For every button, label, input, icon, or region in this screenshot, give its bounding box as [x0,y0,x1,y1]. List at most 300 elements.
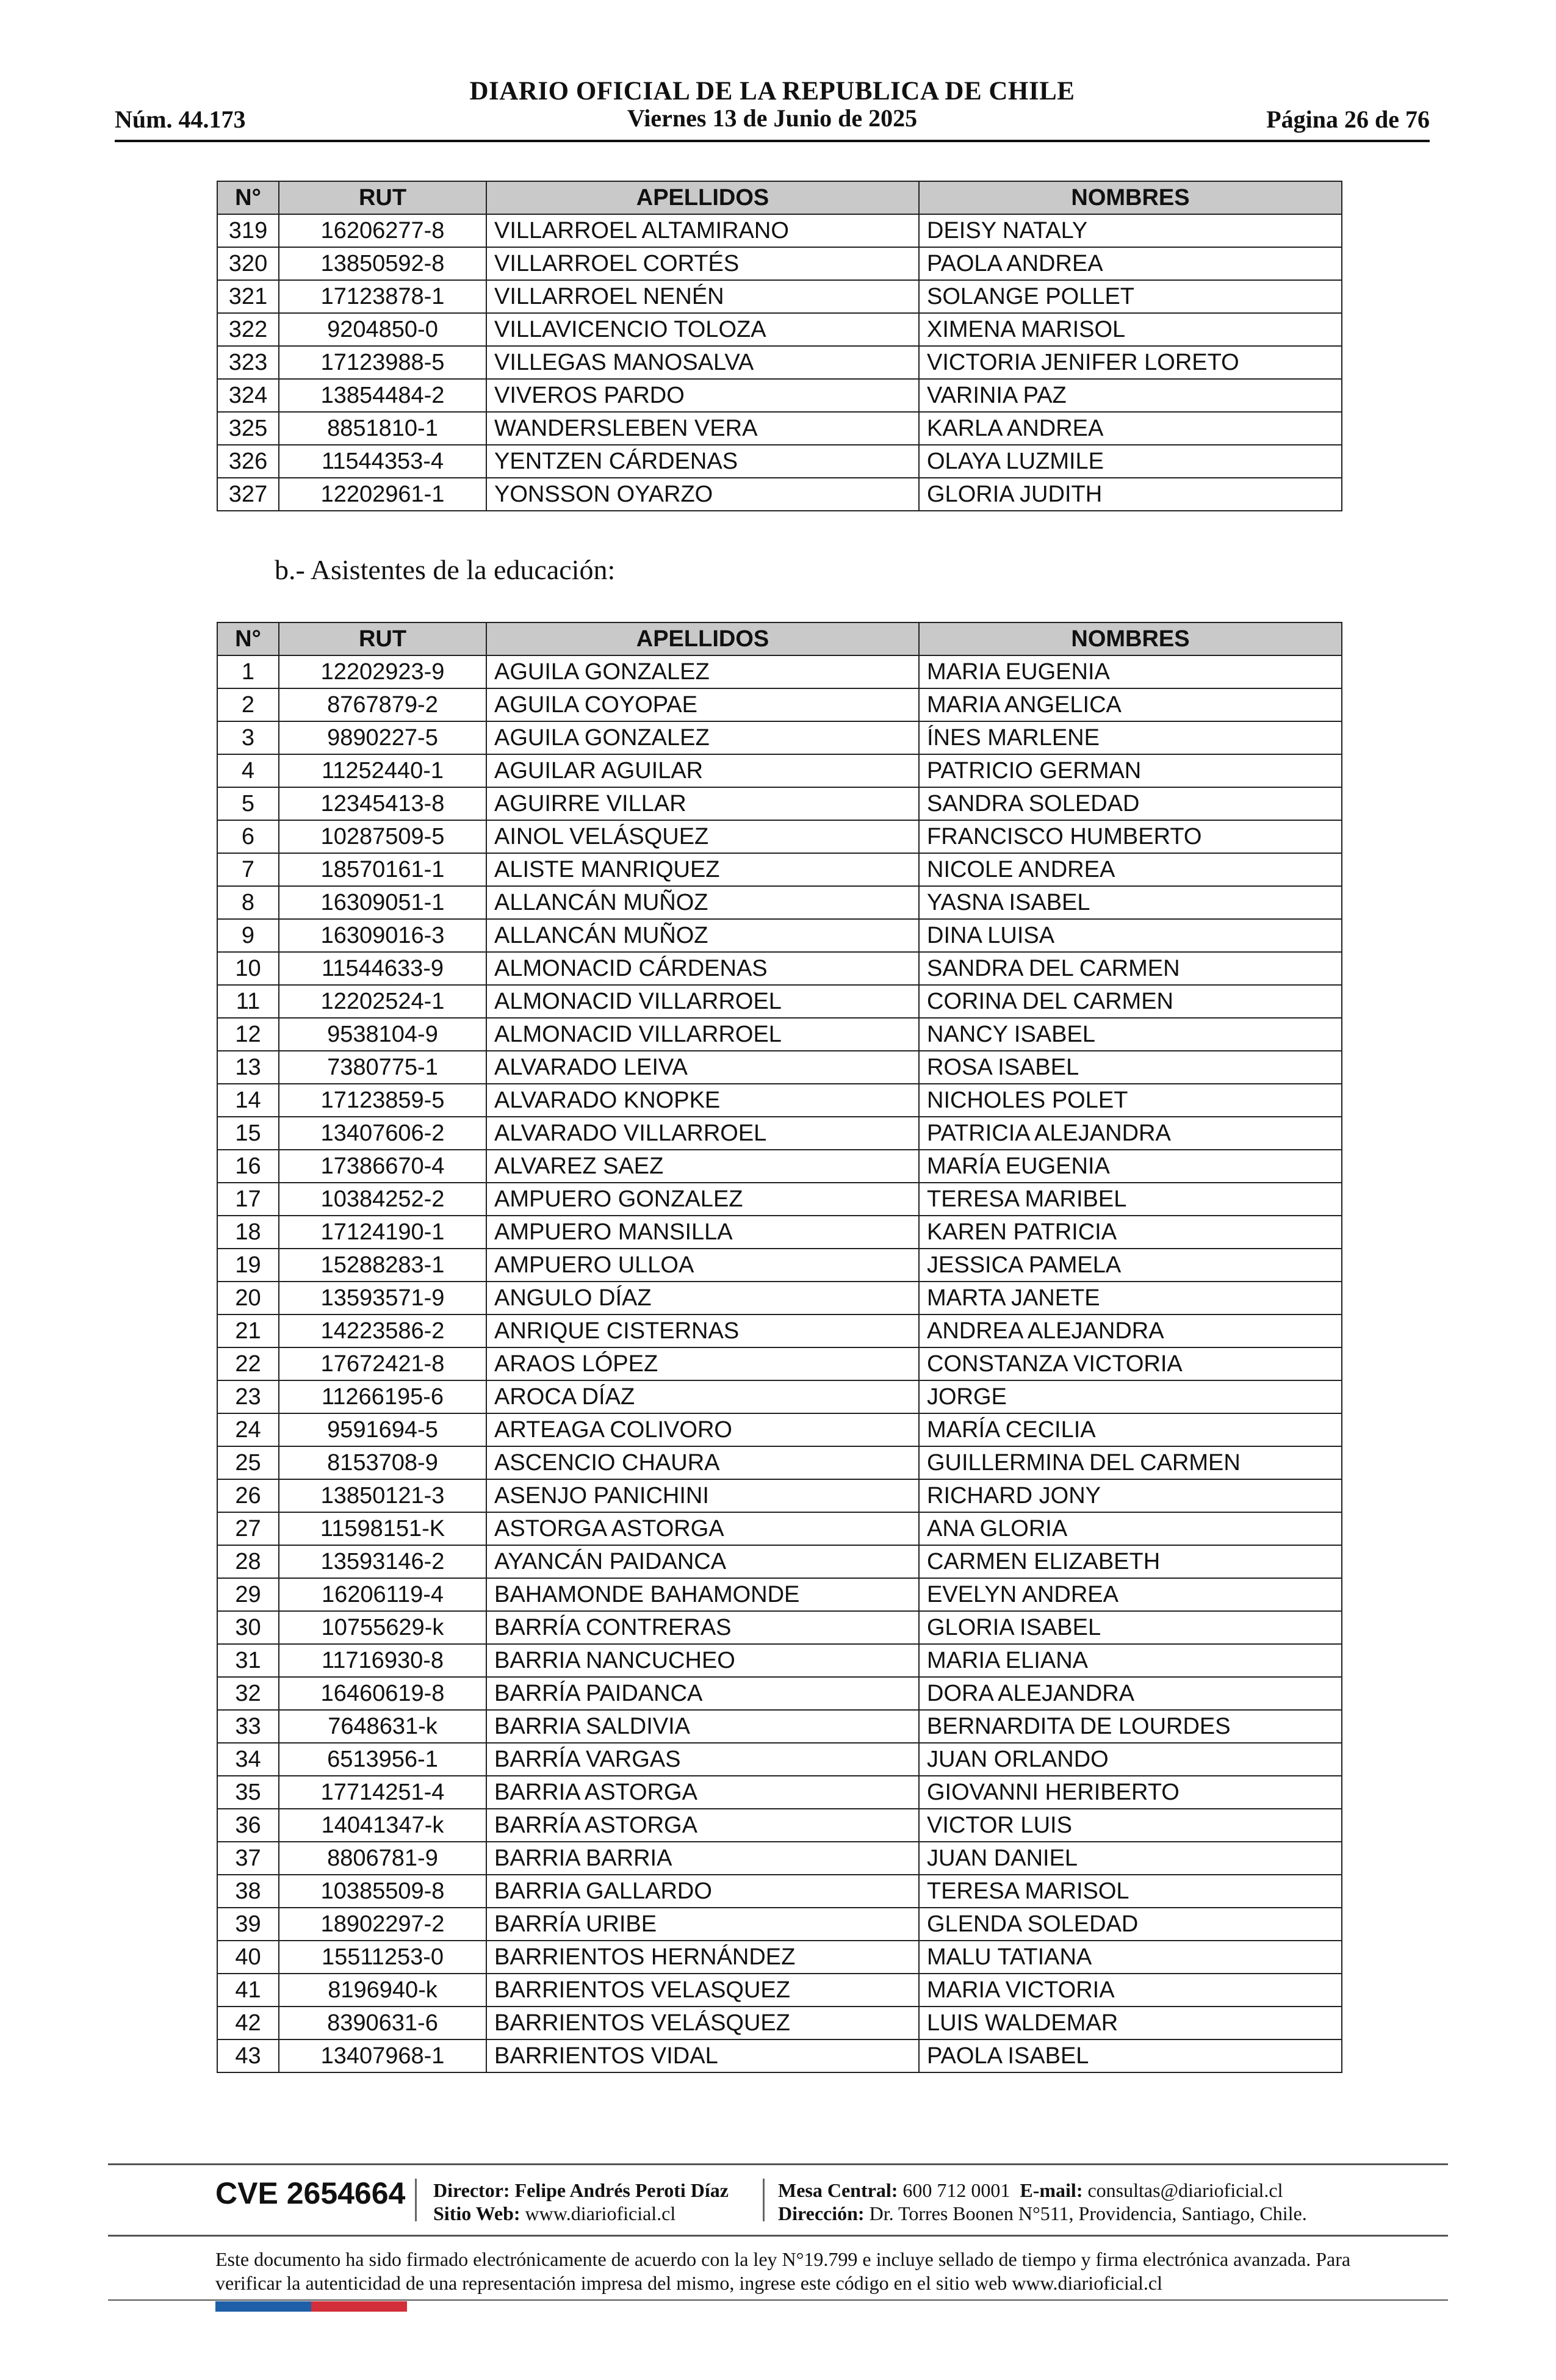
nombres-cell: NICHOLES POLET [919,1084,1342,1117]
apellidos-cell: AGUIRRE VILLAR [486,787,919,820]
row-number: 23 [217,1380,279,1413]
nombres-cell: VICTORIA JENIFER LORETO [919,346,1342,379]
rut-cell: 13593571-9 [279,1282,486,1314]
nombres-cell: MARIA EUGENIA [919,655,1342,688]
table-row [217,919,1342,952]
nombres-cell: GUILLERMINA DEL CARMEN [919,1446,1342,1479]
rut-cell: 11544633-9 [279,952,486,985]
table-row [217,1974,1342,2007]
table-row [217,1710,1342,1743]
rut-cell: 6513956-1 [279,1743,486,1776]
table-row [217,2039,1342,2072]
table-row [217,478,1342,511]
table-row [217,247,1342,280]
table-row [217,1282,1342,1314]
table-row [217,1018,1342,1051]
table-row [217,688,1342,721]
rut-cell: 11598151-K [279,1512,486,1545]
footer-separator [763,2179,765,2221]
rut-cell: 7648631-k [279,1710,486,1743]
table-row [217,1677,1342,1710]
nombres-cell: DEISY NATALY [919,214,1342,247]
row-number: 20 [217,1282,279,1314]
row-number: 322 [217,313,279,346]
apellidos-cell: ALMONACID VILLARROEL [486,985,919,1018]
table-row [217,787,1342,820]
apellidos-cell: ANRIQUE CISTERNAS [486,1314,919,1347]
table-row [217,1446,1342,1479]
issue-date: Viernes 13 de Junio de 2025 [627,104,918,132]
table-row [217,1875,1342,1908]
email-label: E-mail: [1020,2179,1083,2201]
row-number: 31 [217,1644,279,1677]
nombres-cell: ANA GLORIA [919,1512,1342,1545]
apellidos-cell: BARRIA BARRIA [486,1842,919,1875]
col-apellidos: APELLIDOS [486,622,919,655]
nombres-cell: OLAYA LUZMILE [919,445,1342,478]
row-number: 327 [217,478,279,511]
apellidos-cell: VILLAVICENCIO TOLOZA [486,313,919,346]
rut-cell: 13850592-8 [279,247,486,280]
row-number: 326 [217,445,279,478]
row-number: 320 [217,247,279,280]
apellidos-cell: BARRÍA ASTORGA [486,1809,919,1842]
row-number: 41 [217,1974,279,2007]
rut-cell: 11544353-4 [279,445,486,478]
row-number: 12 [217,1018,279,1051]
nombres-cell: VICTOR LUIS [919,1809,1342,1842]
row-number: 6 [217,820,279,853]
row-number: 43 [217,2039,279,2072]
rut-cell: 10384252-2 [279,1183,486,1216]
apellidos-cell: ALMONACID VILLARROEL [486,1018,919,1051]
apellidos-cell: ASCENCIO CHAURA [486,1446,919,1479]
apellidos-cell: BARRIA NANCUCHEO [486,1644,919,1677]
row-number: 9 [217,919,279,952]
education-assistants-table [217,622,1342,2073]
apellidos-cell: VILLARROEL ALTAMIRANO [486,214,919,247]
apellidos-cell: AYANCÁN PAIDANCA [486,1545,919,1578]
rut-cell: 12202923-9 [279,655,486,688]
row-number: 37 [217,1842,279,1875]
table-row [217,1545,1342,1578]
table-row [217,1941,1342,1974]
nombres-cell: ANDREA ALEJANDRA [919,1314,1342,1347]
rut-cell: 17123859-5 [279,1084,486,1117]
apellidos-cell: AMPUERO ULLOA [486,1249,919,1282]
row-number: 34 [217,1743,279,1776]
col-nombres: NOMBRES [919,622,1342,655]
row-number: 17 [217,1183,279,1216]
nombres-cell: MARÍA CECILIA [919,1413,1342,1446]
table-row [217,1183,1342,1216]
row-number: 325 [217,412,279,445]
table-row [217,1908,1342,1941]
row-number: 10 [217,952,279,985]
teachers-table [217,181,1342,511]
apellidos-cell: ALVAREZ SAEZ [486,1150,919,1183]
rut-cell: 10385509-8 [279,1875,486,1908]
table-row [217,313,1342,346]
row-number: 30 [217,1611,279,1644]
table-row [217,1380,1342,1413]
nombres-cell: YASNA ISABEL [919,886,1342,919]
nombres-cell: CONSTANZA VICTORIA [919,1347,1342,1380]
apellidos-cell: BARRIA GALLARDO [486,1875,919,1908]
rut-cell: 9890227-5 [279,721,486,754]
rut-cell: 17124190-1 [279,1216,486,1249]
apellidos-cell: AINOL VELÁSQUEZ [486,820,919,853]
row-number: 35 [217,1776,279,1809]
apellidos-cell: ALLANCÁN MUÑOZ [486,919,919,952]
row-number: 42 [217,2007,279,2039]
mesa-label: Mesa Central: [778,2179,898,2201]
apellidos-cell: AGUILA GONZALEZ [486,655,919,688]
apellidos-cell: BARRIA SALDIVIA [486,1710,919,1743]
row-number: 27 [217,1512,279,1545]
rut-cell: 14223586-2 [279,1314,486,1347]
nombres-cell: MARIA ANGELICA [919,688,1342,721]
rut-cell: 9538104-9 [279,1018,486,1051]
nombres-cell: MARIA VICTORIA [919,1974,1342,2007]
rut-cell: 9591694-5 [279,1413,486,1446]
row-number: 32 [217,1677,279,1710]
apellidos-cell: VILLARROEL NENÉN [486,280,919,313]
apellidos-cell: AROCA DÍAZ [486,1380,919,1413]
row-number: 7 [217,853,279,886]
table-row [217,1216,1342,1249]
row-number: 28 [217,1545,279,1578]
rut-cell: 13850121-3 [279,1479,486,1512]
rut-cell: 8196940-k [279,1974,486,2007]
apellidos-cell: BARRÍA CONTRERAS [486,1611,919,1644]
table-row [217,280,1342,313]
nombres-cell: GLENDA SOLEDAD [919,1908,1342,1941]
apellidos-cell: ALVARADO KNOPKE [486,1084,919,1117]
apellidos-cell: AGUILA GONZALEZ [486,721,919,754]
nombres-cell: PATRICIO GERMAN [919,754,1342,787]
row-number: 14 [217,1084,279,1117]
row-number: 13 [217,1051,279,1084]
nombres-cell: JESSICA PAMELA [919,1249,1342,1282]
nombres-cell: EVELYN ANDREA [919,1578,1342,1611]
table-row [217,1084,1342,1117]
mesa-phone: 600 712 0001 [902,2179,1010,2201]
table-row [217,1413,1342,1446]
apellidos-cell: ALVARADO LEIVA [486,1051,919,1084]
apellidos-cell: VIVEROS PARDO [486,379,919,412]
nombres-cell: MARIA ELIANA [919,1644,1342,1677]
table-row [217,1743,1342,1776]
row-number: 15 [217,1117,279,1150]
table-row [217,1479,1342,1512]
apellidos-cell: ALVARADO VILLARROEL [486,1117,919,1150]
row-number: 324 [217,379,279,412]
nombres-cell: PAOLA ANDREA [919,247,1342,280]
rut-cell: 17672421-8 [279,1347,486,1380]
rut-cell: 17123878-1 [279,280,486,313]
nombres-cell: PATRICIA ALEJANDRA [919,1117,1342,1150]
footer-top-rule [108,2163,1448,2165]
table-row [217,721,1342,754]
nombres-cell: VARINIA PAZ [919,379,1342,412]
table-row [217,1249,1342,1282]
rut-cell: 17386670-4 [279,1150,486,1183]
nombres-cell: KAREN PATRICIA [919,1216,1342,1249]
flag-stripe-blue [215,2301,311,2312]
apellidos-cell: ARAOS LÓPEZ [486,1347,919,1380]
nombres-cell: DORA ALEJANDRA [919,1677,1342,1710]
nombres-cell: SANDRA DEL CARMEN [919,952,1342,985]
apellidos-cell: AGUILAR AGUILAR [486,754,919,787]
row-number: 29 [217,1578,279,1611]
rut-cell: 10755629-k [279,1611,486,1644]
rut-cell: 16460619-8 [279,1677,486,1710]
nombres-cell: JUAN ORLANDO [919,1743,1342,1776]
rut-cell: 16309051-1 [279,886,486,919]
col-number: N° [217,181,279,214]
apellidos-cell: VILLEGAS MANOSALVA [486,346,919,379]
web-link[interactable]: www.diarioficial.cl [525,2202,676,2224]
nombres-cell: FRANCISCO HUMBERTO [919,820,1342,853]
rut-cell: 18902297-2 [279,1908,486,1941]
table-row [217,1611,1342,1644]
nombres-cell: NICOLE ANDREA [919,853,1342,886]
director-label: Director: [433,2179,510,2201]
row-number: 8 [217,886,279,919]
nombres-cell: DINA LUISA [919,919,1342,952]
nombres-cell: MARÍA EUGENIA [919,1150,1342,1183]
rut-cell: 13407606-2 [279,1117,486,1150]
table-row [217,952,1342,985]
nombres-cell: TERESA MARIBEL [919,1183,1342,1216]
table-row [217,1117,1342,1150]
newspaper-title: DIARIO OFICIAL DE LA REPUBLICA DE CHILE [469,77,1075,106]
rut-cell: 12202524-1 [279,985,486,1018]
nombres-cell: MALU TATIANA [919,1941,1342,1974]
nombres-cell: GIOVANNI HERIBERTO [919,1776,1342,1809]
rut-cell: 8767879-2 [279,688,486,721]
apellidos-cell: BARRÍA VARGAS [486,1743,919,1776]
apellidos-cell: ASTORGA ASTORGA [486,1512,919,1545]
footer-contact-block [778,2179,1307,2225]
nombres-cell: ROSA ISABEL [919,1051,1342,1084]
apellidos-cell: BARRIENTOS VELÁSQUEZ [486,2007,919,2039]
table-row [217,1314,1342,1347]
page-header [115,73,1430,143]
apellidos-cell: VILLARROEL CORTÉS [486,247,919,280]
rut-cell: 8153708-9 [279,1446,486,1479]
row-number: 36 [217,1809,279,1842]
apellidos-cell: YENTZEN CÁRDENAS [486,445,919,478]
apellidos-cell: BARRÍA URIBE [486,1908,919,1941]
rut-cell: 9204850-0 [279,313,486,346]
rut-cell: 10287509-5 [279,820,486,853]
direccion-label: Dirección: [778,2202,865,2224]
table-row [217,379,1342,412]
table-header [217,622,1342,655]
row-number: 21 [217,1314,279,1347]
rut-cell: 15288283-1 [279,1249,486,1282]
nombres-cell: MARTA JANETE [919,1282,1342,1314]
rut-cell: 8851810-1 [279,412,486,445]
table-row [217,2007,1342,2039]
apellidos-cell: ARTEAGA COLIVORO [486,1413,919,1446]
rut-cell: 14041347-k [279,1809,486,1842]
director-name: Felipe Andrés Peroti Díaz [514,2179,729,2201]
row-number: 3 [217,721,279,754]
row-number: 5 [217,787,279,820]
footer-bottom-rule [108,2299,1448,2301]
table-row [217,754,1342,787]
apellidos-cell: ALISTE MANRIQUEZ [486,853,919,886]
table-header [217,181,1342,214]
nombres-cell: TERESA MARISOL [919,1875,1342,1908]
table-row [217,1809,1342,1842]
apellidos-cell: BARRÍA PAIDANCA [486,1677,919,1710]
nombres-cell: ÍNES MARLENE [919,721,1342,754]
rut-cell: 8806781-9 [279,1842,486,1875]
table-row [217,214,1342,247]
direccion-value: Dr. Torres Boonen N°511, Providencia, Santiago, Chile. [869,2202,1307,2224]
row-number: 2 [217,688,279,721]
table-row [217,655,1342,688]
table-row [217,1150,1342,1183]
email-link[interactable]: consultas@diarioficial.cl [1087,2179,1283,2201]
table-row [217,820,1342,853]
row-number: 25 [217,1446,279,1479]
nombres-cell: GLORIA ISABEL [919,1611,1342,1644]
table-row [217,1512,1342,1545]
rut-cell: 13854484-2 [279,379,486,412]
table-row [217,886,1342,919]
footer-separator [415,2179,417,2221]
rut-cell: 16206119-4 [279,1578,486,1611]
row-number: 321 [217,280,279,313]
row-number: 40 [217,1941,279,1974]
row-number: 1 [217,655,279,688]
apellidos-cell: AGUILA COYOPAE [486,688,919,721]
table-row [217,1051,1342,1084]
nombres-cell: NANCY ISABEL [919,1018,1342,1051]
page-number: Página 26 de 76 [1266,106,1430,133]
rut-cell: 16309016-3 [279,919,486,952]
footer-director-block [433,2179,729,2225]
table-row [217,412,1342,445]
row-number: 24 [217,1413,279,1446]
apellidos-cell: ALMONACID CÁRDENAS [486,952,919,985]
col-nombres: NOMBRES [919,181,1342,214]
row-number: 39 [217,1908,279,1941]
rut-cell: 15511253-0 [279,1941,486,1974]
col-rut: RUT [279,622,486,655]
rut-cell: 13407968-1 [279,2039,486,2072]
rut-cell: 11252440-1 [279,754,486,787]
web-label: Sitio Web: [433,2202,520,2224]
nombres-cell: PAOLA ISABEL [919,2039,1342,2072]
rut-cell: 12345413-8 [279,787,486,820]
apellidos-cell: BARRIENTOS HERNÁNDEZ [486,1941,919,1974]
apellidos-cell: BAHAMONDE BAHAMONDE [486,1578,919,1611]
section-b-title: b.- Asistentes de la educación: [275,554,616,585]
apellidos-cell: ASENJO PANICHINI [486,1479,919,1512]
rut-cell: 17714251-4 [279,1776,486,1809]
nombres-cell: LUIS WALDEMAR [919,2007,1342,2039]
table-row [217,1644,1342,1677]
row-number: 26 [217,1479,279,1512]
rut-cell: 7380775-1 [279,1051,486,1084]
row-number: 22 [217,1347,279,1380]
header-rule [115,140,1430,142]
apellidos-cell: ANGULO DÍAZ [486,1282,919,1314]
apellidos-cell: BARRIENTOS VIDAL [486,2039,919,2072]
row-number: 4 [217,754,279,787]
nombres-cell: SANDRA SOLEDAD [919,787,1342,820]
table-row [217,445,1342,478]
nombres-cell: SOLANGE POLLET [919,280,1342,313]
nombres-cell: KARLA ANDREA [919,412,1342,445]
footer-middle-rule [108,2235,1448,2237]
apellidos-cell: WANDERSLEBEN VERA [486,412,919,445]
rut-cell: 16206277-8 [279,214,486,247]
nombres-cell: JUAN DANIEL [919,1842,1342,1875]
legal-notice: Este documento ha sido firmado electrónicamente de acuerdo con la ley N°19.799 e incluye sellado de tiempo y firma electrónica avanzada. Para verificar la autenticidad de una representación impresa del mismo, ingrese este código en el sitio web www.diarioficial.cl [215,2248,1351,2294]
row-number: 33 [217,1710,279,1743]
apellidos-cell: AMPUERO GONZALEZ [486,1183,919,1216]
apellidos-cell: BARRIA ASTORGA [486,1776,919,1809]
apellidos-cell: AMPUERO MANSILLA [486,1216,919,1249]
col-rut: RUT [279,181,486,214]
table-row [217,853,1342,886]
rut-cell: 11716930-8 [279,1644,486,1677]
nombres-cell: GLORIA JUDITH [919,478,1342,511]
rut-cell: 11266195-6 [279,1380,486,1413]
row-number: 323 [217,346,279,379]
row-number: 19 [217,1249,279,1282]
row-number: 11 [217,985,279,1018]
table-row [217,1842,1342,1875]
apellidos-cell: BARRIENTOS VELASQUEZ [486,1974,919,2007]
nombres-cell: RICHARD JONY [919,1479,1342,1512]
rut-cell: 12202961-1 [279,478,486,511]
table-row [217,1347,1342,1380]
nombres-cell: BERNARDITA DE LOURDES [919,1710,1342,1743]
apellidos-cell: YONSSON OYARZO [486,478,919,511]
row-number: 16 [217,1150,279,1183]
nombres-cell: CORINA DEL CARMEN [919,985,1342,1018]
cve-code: CVE 2654664 [215,2176,406,2210]
flag-stripe-red [311,2301,407,2312]
nombres-cell: CARMEN ELIZABETH [919,1545,1342,1578]
col-number: N° [217,622,279,655]
table-row [217,1776,1342,1809]
table-row [217,346,1342,379]
table-row [217,985,1342,1018]
issue-number: Núm. 44.173 [115,106,246,133]
col-apellidos: APELLIDOS [486,181,919,214]
rut-cell: 8390631-6 [279,2007,486,2039]
row-number: 319 [217,214,279,247]
rut-cell: 13593146-2 [279,1545,486,1578]
nombres-cell: XIMENA MARISOL [919,313,1342,346]
row-number: 38 [217,1875,279,1908]
nombres-cell: JORGE [919,1380,1342,1413]
rut-cell: 17123988-5 [279,346,486,379]
rut-cell: 18570161-1 [279,853,486,886]
table-row [217,1578,1342,1611]
row-number: 18 [217,1216,279,1249]
apellidos-cell: ALLANCÁN MUÑOZ [486,886,919,919]
